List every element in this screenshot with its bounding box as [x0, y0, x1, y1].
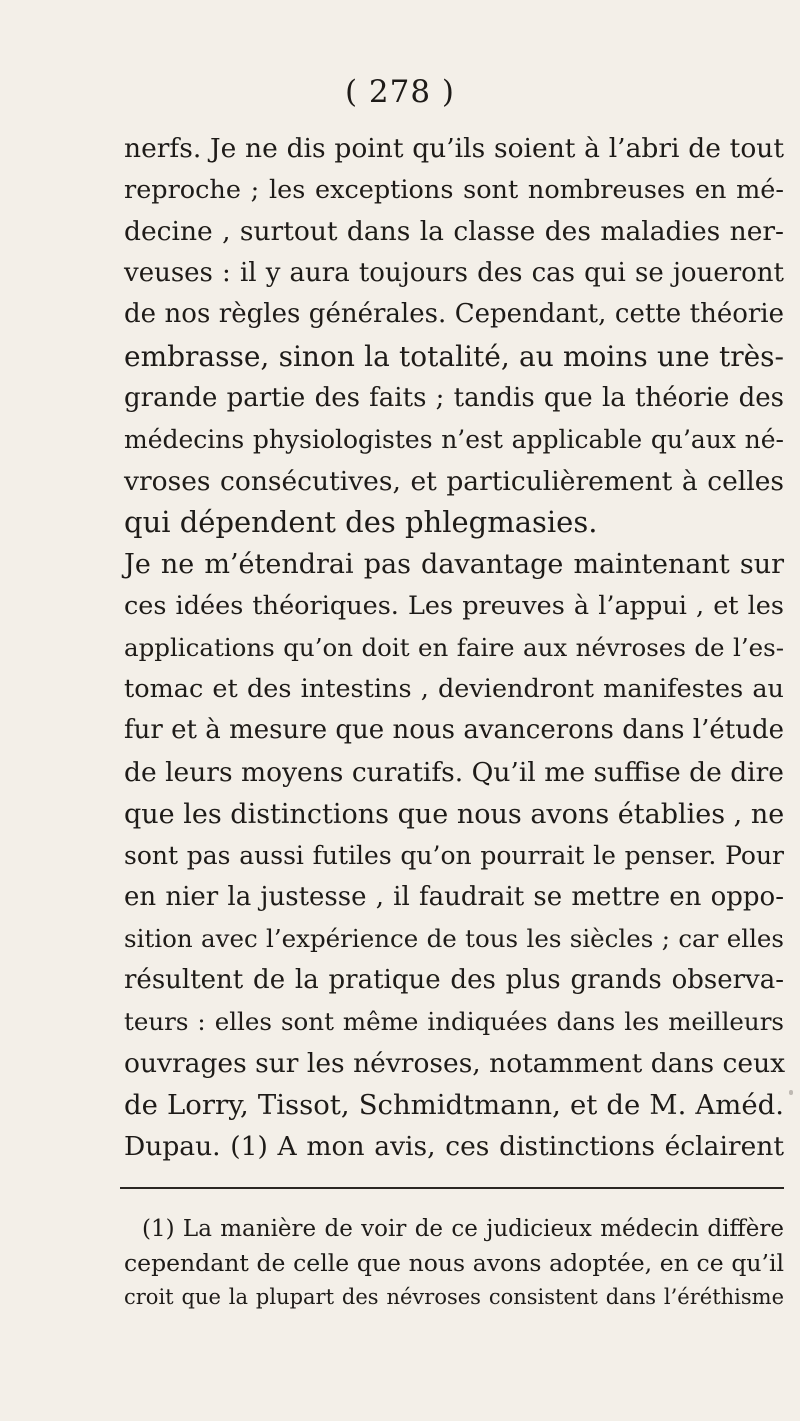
text-line: sition avec l’expérience de tous les siècles ; car elles	[124, 924, 784, 954]
text-line: grande partie des faits ; tandis que la théorie des	[124, 382, 784, 413]
footnote-separator	[120, 1187, 784, 1189]
text-line: veuses : il y aura toujours des cas qui se joueront	[124, 257, 784, 288]
text-line: fur et à mesure que nous avancerons dans l’étude	[124, 715, 784, 746]
page-number: ( 278 )	[344, 74, 456, 110]
text-line: de leurs moyens curatifs. Qu’il me suffise de dire	[124, 756, 784, 788]
text-line: vroses consécutives, et particulièrement à celles	[124, 465, 784, 497]
text-line: ces idées théoriques. Les preuves à l’appui , et les	[124, 590, 784, 621]
text-line: reproche ; les exceptions sont nombreuses en mé-	[124, 174, 784, 205]
ink-speck	[789, 1090, 793, 1095]
text-line: médecins physiologistes n’est applicable qu’aux né-	[124, 425, 784, 455]
text-line: de Lorry, Tissot, Schmidtmann, et de M. Améd.	[124, 1088, 784, 1121]
text-line-paragraph-start: Je ne m’étendrai pas davantage maintenant sur	[124, 548, 784, 580]
text-line: tomac et des intestins , deviendront manifestes au	[124, 673, 784, 704]
text-line: ouvrages sur les névroses, notamment dans ceux	[124, 1048, 786, 1080]
text-line: sont pas aussi futiles qu’on pourrait le penser. Pour	[124, 841, 784, 871]
text-line: de nos règles générales. Cependant, cette théorie	[124, 299, 784, 330]
footnote-line: (1) La manière de voir de ce judicieux médecin diffère	[142, 1216, 784, 1242]
body-text	[124, 128, 784, 1168]
text-line: que les distinctions que nous avons établies , ne	[124, 798, 785, 830]
text-line: decine , surtout dans la classe des maladies ner-	[124, 216, 784, 248]
text-line: embrasse, sinon la totalité, au moins une très-	[124, 339, 784, 373]
text-line: teurs : elles sont même indiquées dans les meilleurs	[124, 1007, 784, 1037]
text-line: Dupau. (1) A mon avis, ces distinctions éclairent	[124, 1131, 784, 1163]
text-line: applications qu’on doit en faire aux névroses de l’es-	[124, 633, 784, 663]
footnote-line: cependant de celle que nous avons adoptée, en ce qu’il	[124, 1249, 784, 1277]
text-line: nerfs. Je ne dis point qu’ils soient à l’abri de tout	[124, 133, 784, 164]
footnote-line: croit que la plupart des névroses consistent dans l’éréthisme	[124, 1285, 784, 1309]
text-line-paragraph-end: qui dépendent des phlegmasies.	[124, 505, 598, 540]
text-line: en nier la justesse , il faudrait se mettre en oppo-	[124, 881, 784, 912]
text-line: résultent de la pratique des plus grands observa-	[124, 964, 784, 995]
footnote	[124, 1212, 784, 1314]
